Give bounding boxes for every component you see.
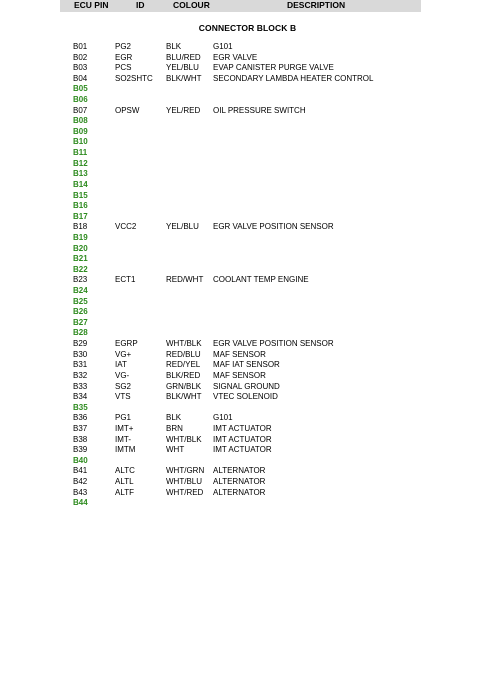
colour-cell: BRN: [166, 423, 183, 433]
header-description: DESCRIPTION: [287, 0, 346, 10]
pin-cell: B36: [73, 413, 88, 423]
id-cell: VG+: [115, 349, 132, 359]
pin-cell: B04: [73, 73, 88, 83]
colour-cell: WHT/BLK: [166, 434, 202, 444]
id-cell: VCC2: [115, 222, 137, 232]
table-row: [0, 339, 495, 350]
table-row: [0, 445, 495, 456]
table-row: [0, 222, 495, 233]
description-cell: ALTERNATOR: [213, 476, 266, 486]
pin-cell: B28: [73, 328, 88, 338]
description-cell: VTEC SOLENOID: [213, 392, 278, 402]
table-row: [0, 254, 495, 265]
id-cell: SG2: [115, 381, 132, 391]
table-row: [0, 382, 495, 393]
table-row: [0, 328, 495, 339]
table-row: [0, 169, 495, 180]
colour-cell: BLK/WHT: [166, 392, 202, 402]
id-cell: ECT1: [115, 275, 136, 285]
colour-cell: WHT/BLK: [166, 339, 202, 349]
pin-cell: B01: [73, 42, 88, 51]
table-row: [0, 424, 495, 435]
colour-cell: YEL/BLU: [166, 222, 199, 232]
colour-cell: BLK: [166, 413, 182, 423]
pin-cell: B31: [73, 360, 88, 370]
table-row: [0, 127, 495, 138]
table-row: [0, 106, 495, 117]
description-cell: SECONDARY LAMBDA HEATER CONTROL: [213, 73, 374, 83]
id-cell: IMT-: [115, 434, 131, 444]
table-header: [60, 0, 421, 12]
colour-cell: GRN/BLK: [166, 381, 202, 391]
table-row: [0, 371, 495, 382]
table-row: [0, 95, 495, 106]
id-cell: EGR: [115, 52, 133, 62]
table-row: [0, 403, 495, 414]
pin-cell: B11: [73, 148, 88, 158]
pin-table: [0, 42, 495, 509]
pin-cell: B40: [73, 455, 88, 465]
colour-cell: WHT/GRN: [166, 466, 205, 476]
description-cell: EGR VALVE: [213, 52, 258, 62]
pin-cell: B25: [73, 296, 88, 306]
table-row: [0, 392, 495, 403]
pin-cell: B35: [73, 402, 88, 412]
pin-cell: B05: [73, 84, 88, 94]
table-row: [0, 244, 495, 255]
table-row: [0, 84, 495, 95]
header-ecu-pin: ECU PIN: [74, 0, 109, 10]
table-row: [0, 116, 495, 127]
description-cell: EVAP CANISTER PURGE VALVE: [213, 63, 334, 73]
pin-cell: B14: [73, 179, 88, 189]
section-title: CONNECTOR BLOCK B: [198, 23, 297, 33]
pin-cell: B42: [73, 476, 88, 486]
table-row: [0, 233, 495, 244]
pin-cell: B15: [73, 190, 88, 200]
table-row: [0, 435, 495, 446]
description-cell: IMT ACTUATOR: [213, 445, 272, 455]
pin-cell: B34: [73, 392, 88, 402]
table-row: [0, 42, 495, 53]
description-cell: EGR VALVE POSITION SENSOR: [213, 222, 334, 232]
colour-cell: BLK: [166, 42, 182, 51]
description-cell: G101: [213, 42, 233, 51]
table-row: [0, 53, 495, 64]
table-row: [0, 201, 495, 212]
table-row: [0, 477, 495, 488]
id-cell: EGRP: [115, 339, 138, 349]
id-cell: PG1: [115, 413, 132, 423]
colour-cell: WHT/RED: [166, 487, 204, 497]
table-row: [0, 318, 495, 329]
id-cell: ALTF: [115, 487, 134, 497]
description-cell: MAF SENSOR: [213, 370, 266, 380]
pin-cell: B23: [73, 275, 88, 285]
description-cell: OIL PRESSURE SWITCH: [213, 105, 306, 115]
pin-cell: B44: [73, 498, 88, 508]
header-colour: COLOUR: [173, 0, 210, 10]
table-row: [0, 413, 495, 424]
colour-cell: RED/BLU: [166, 349, 201, 359]
description-cell: MAF SENSOR: [213, 349, 266, 359]
pin-cell: B38: [73, 434, 88, 444]
colour-cell: WHT/BLU: [166, 476, 202, 486]
pin-cell: B09: [73, 126, 88, 136]
id-cell: VTS: [115, 392, 131, 402]
colour-cell: RED/YEL: [166, 360, 201, 370]
colour-cell: YEL/RED: [166, 105, 201, 115]
id-cell: VG-: [115, 370, 130, 380]
table-row: [0, 212, 495, 223]
pin-cell: B29: [73, 339, 88, 349]
pin-cell: B19: [73, 232, 88, 242]
description-cell: COOLANT TEMP ENGINE: [213, 275, 309, 285]
pin-cell: B07: [73, 105, 88, 115]
pin-cell: B27: [73, 317, 88, 327]
pin-cell: B33: [73, 381, 88, 391]
id-cell: ALTL: [115, 476, 134, 486]
table-row: [0, 148, 495, 159]
description-cell: SIGNAL GROUND: [213, 381, 280, 391]
id-cell: IMTM: [115, 445, 136, 455]
table-row: [0, 74, 495, 85]
table-row: [0, 456, 495, 467]
pin-cell: B32: [73, 370, 88, 380]
colour-cell: BLU/RED: [166, 52, 201, 62]
pin-cell: B06: [73, 95, 88, 105]
id-cell: ALTC: [115, 466, 135, 476]
id-cell: PG2: [115, 42, 132, 51]
colour-cell: BLK/WHT: [166, 73, 202, 83]
pin-cell: B12: [73, 158, 88, 168]
pin-cell: B20: [73, 243, 88, 253]
pin-cell: B39: [73, 445, 88, 455]
id-cell: IAT: [115, 360, 127, 370]
table-row: [0, 350, 495, 361]
table-row: [0, 180, 495, 191]
table-row: [0, 488, 495, 499]
pin-cell: B03: [73, 63, 88, 73]
description-cell: IMT ACTUATOR: [213, 434, 272, 444]
table-row: [0, 286, 495, 297]
pin-cell: B10: [73, 137, 88, 147]
pin-cell: B22: [73, 264, 88, 274]
pin-cell: B18: [73, 222, 88, 232]
pin-cell: B13: [73, 169, 88, 179]
pin-cell: B24: [73, 286, 88, 296]
header-id: ID: [136, 0, 145, 10]
description-cell: G101: [213, 413, 233, 423]
pin-cell: B16: [73, 201, 88, 211]
pin-cell: B43: [73, 487, 88, 497]
table-row: [0, 63, 495, 74]
id-cell: IMT+: [115, 423, 134, 433]
table-row: [0, 466, 495, 477]
pin-cell: B26: [73, 307, 88, 317]
description-cell: EGR VALVE POSITION SENSOR: [213, 339, 334, 349]
pin-cell: B41: [73, 466, 88, 476]
id-cell: PCS: [115, 63, 132, 73]
table-row: [0, 191, 495, 202]
colour-cell: BLK/RED: [166, 370, 201, 380]
table-row: [0, 297, 495, 308]
colour-cell: RED/WHT: [166, 275, 204, 285]
id-cell: SO2SHTC: [115, 73, 153, 83]
pin-cell: B08: [73, 116, 88, 126]
table-row: [0, 307, 495, 318]
colour-cell: YEL/BLU: [166, 63, 199, 73]
table-row: [0, 275, 495, 286]
table-row: [0, 360, 495, 371]
pin-cell: B30: [73, 349, 88, 359]
pin-cell: B37: [73, 423, 88, 433]
id-cell: OPSW: [115, 105, 140, 115]
pin-cell: B02: [73, 52, 88, 62]
description-cell: IMT ACTUATOR: [213, 423, 272, 433]
description-cell: ALTERNATOR: [213, 487, 266, 497]
table-row: [0, 265, 495, 276]
table-row: [0, 159, 495, 170]
description-cell: MAF IAT SENSOR: [213, 360, 280, 370]
description-cell: ALTERNATOR: [213, 466, 266, 476]
pin-cell: B21: [73, 254, 88, 264]
table-row: [0, 498, 495, 509]
pin-cell: B17: [73, 211, 88, 221]
colour-cell: WHT: [166, 445, 185, 455]
table-row: [0, 137, 495, 148]
